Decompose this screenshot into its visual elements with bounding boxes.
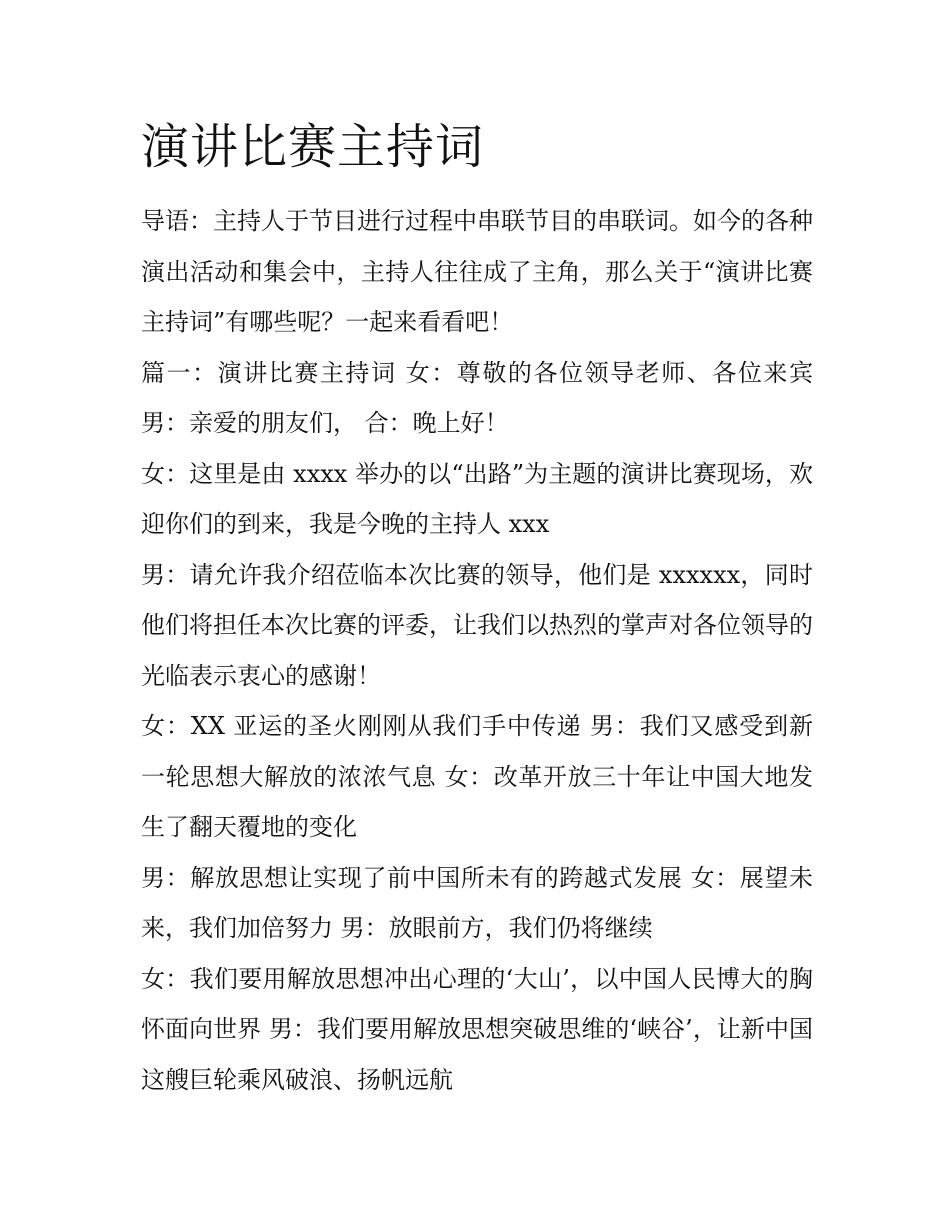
document-body xyxy=(141,196,813,1105)
paragraph-intro: 导语：主持人于节目进行过程中串联节目的串联词。如今的各种演出活动和集会中，主持人往往成了主角，那么关于“演讲比赛主持词”有哪些呢？一起来看看吧！ xyxy=(141,207,813,336)
paragraph-part-one-opening: 篇一：演讲比赛主持词 女：尊敬的各位领导老师、各位来宾 男：亲爱的朋友们， 合：晚上好！ xyxy=(141,358,813,437)
paragraph-liberation-thought: 男：解放思想让实现了前中国所未有的跨越式发展 女：展望未来，我们加倍努力 男：放眼前方，我们仍将继续 xyxy=(141,863,813,942)
paragraph-introduce-leaders: 男：请允许我介绍莅临本次比赛的领导，他们是 xxxxxx，同时他们将担任本次比赛的评委，让我们以热烈的掌声对各位领导的光临表示衷心的感谢！ xyxy=(141,560,813,690)
document-title: 演讲比赛主持词 xyxy=(141,119,485,175)
paragraph-mountain-gorge: 女：我们要用解放思想冲出心理的‘大山’，以中国人民博大的胸怀面向世界 男：我们要用解放思想突破思维的‘峡谷’，让新中国这艘巨轮乘风破浪、扬帆远航 xyxy=(141,964,813,1094)
paragraph-host-welcome: 女：这里是由 xxxx 举办的以“出路”为主题的演讲比赛现场，欢迎你们的到来，我是今晚的主持人 xxx xyxy=(141,459,813,538)
paragraph-asian-games: 女：XX 亚运的圣火刚刚从我们手中传递 男：我们又感受到新一轮思想大解放的浓浓气息 女：改革开放三十年让中国大地发生了翻天覆地的变化 xyxy=(141,712,813,841)
